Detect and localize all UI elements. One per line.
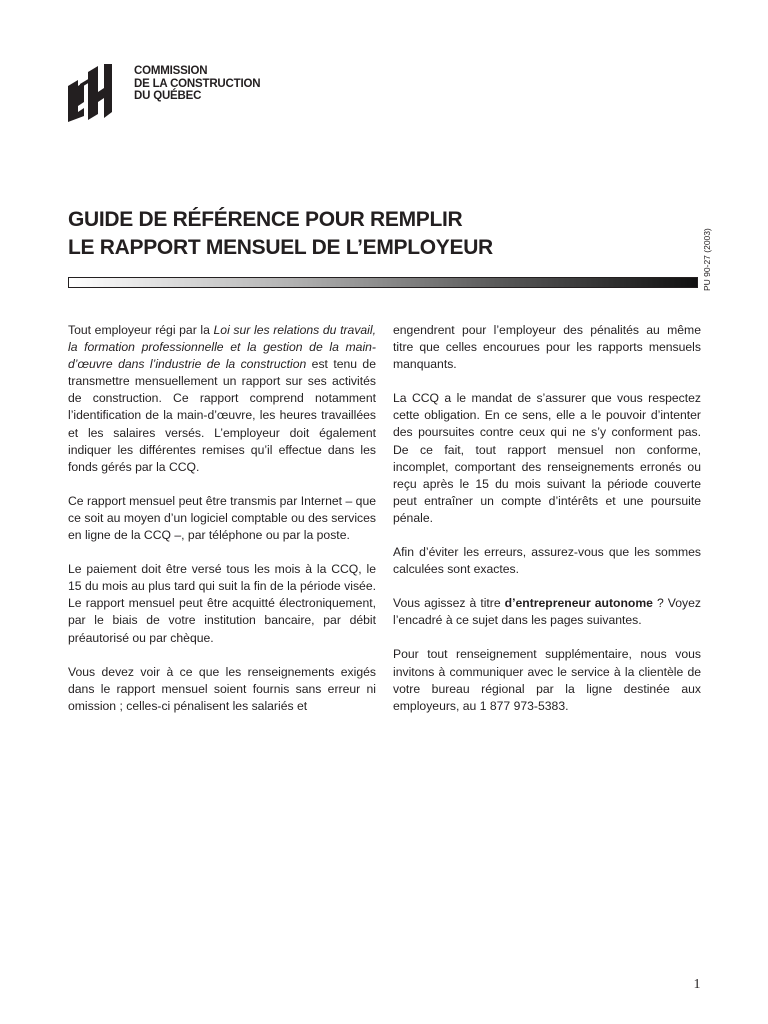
- paragraph-lead-text: Vous agissez à titre: [393, 596, 505, 611]
- gradient-divider-bar: [68, 277, 698, 288]
- paragraph-accuracy: Vous devez voir à ce que les renseignements exigés dans le rapport mensuel soient fournis sans erreur ni omission ; celles-ci pénalisent les salariés et: [68, 664, 376, 713]
- paragraph-transmission: Ce rapport mensuel peut être transmis par Internet – que ce soit au moyen d’un logiciel comptable ou des services en ligne de la CCQ –, par téléphone ou par la poste.: [68, 493, 376, 543]
- paragraph-lead-text: Tout employeur régi par la: [68, 323, 214, 337]
- paragraph-rest-text: est tenu de transmettre mensuellement un rapport sur ses activités de construction. Ce rapport comprend notamment l’identification de la main-d’œuvre, les heures travaillées et les salaires versés. L’employeur doit également indiquer les différentes remises qu’il effectue dans les fonds gérés par la CCQ.: [68, 357, 376, 474]
- ccq-logo-mark-icon: [68, 64, 126, 122]
- law-title: Loi sur les relations du travail, la formation professionnelle et la gestion de la main-d’œuvre dans l’industrie de la construction: [68, 323, 376, 372]
- paragraph-rest-text: ? Voyez l’encadré à ce sujet dans les pages suivantes.: [393, 596, 702, 628]
- publication-code: PU 90-27 (2003): [702, 228, 712, 291]
- paragraph-self-employed: [393, 595, 701, 629]
- logo-line-3: DU QUÉBEC: [134, 90, 202, 102]
- logo-line-2: DE LA CONSTRUCTION: [134, 77, 261, 90]
- ccq-logo-text: [134, 65, 260, 103]
- paragraph-ccq-mandate: La CCQ a le mandat de s’assurer que vous respectez cette obligation. En ce sens, elle a le pouvoir d’intenter des poursuites contre ceux qui ne s’y conforment pas. De ce fait, tout rapport mensuel non conforme, incomplet, comportant des renseignements erronés ou reçu après le 15 du mois suivant la période couverte peut entraîner un compte d’intérêts et une poursuite pénale.: [393, 391, 701, 525]
- document-title: [68, 206, 668, 262]
- ccq-logo: [68, 64, 268, 124]
- logo-line-1: COMMISSION: [134, 65, 208, 77]
- paragraph-penalties: engendrent pour l’employeur des pénalités au même titre que celles encourues pour les rapports mensuels manquants.: [393, 323, 701, 372]
- title-line-2: LE RAPPORT MENSUEL DE L’EMPLOYEUR: [68, 236, 493, 259]
- page-number: 1: [693, 977, 701, 992]
- paragraph-contact-info: Pour tout renseignement supplémentaire, nous vous invitons à communiquer avec le service à la clientèle de votre bureau régional par la ligne destinée aux employeurs, au 1 877 973-5383.: [393, 647, 701, 713]
- paragraph-law-reference: [68, 322, 376, 476]
- self-employed-term: d’entrepreneur autonome: [504, 596, 653, 611]
- right-column: [393, 322, 701, 732]
- left-column: [68, 322, 376, 732]
- paragraph-avoid-errors: Afin d’éviter les erreurs, assurez-vous que les sommes calculées sont exactes.: [393, 545, 701, 577]
- title-line-1: GUIDE DE RÉFÉRENCE POUR REMPLIR: [68, 208, 463, 231]
- paragraph-payment: Le paiement doit être versé tous les mois à la CCQ, le 15 du mois au plus tard qui suit la fin de la période visée. Le rapport mensuel peut être acquitté électroniquement, par le biais de votre institution bancaire, par débit préautorisé ou par chèque.: [68, 562, 376, 645]
